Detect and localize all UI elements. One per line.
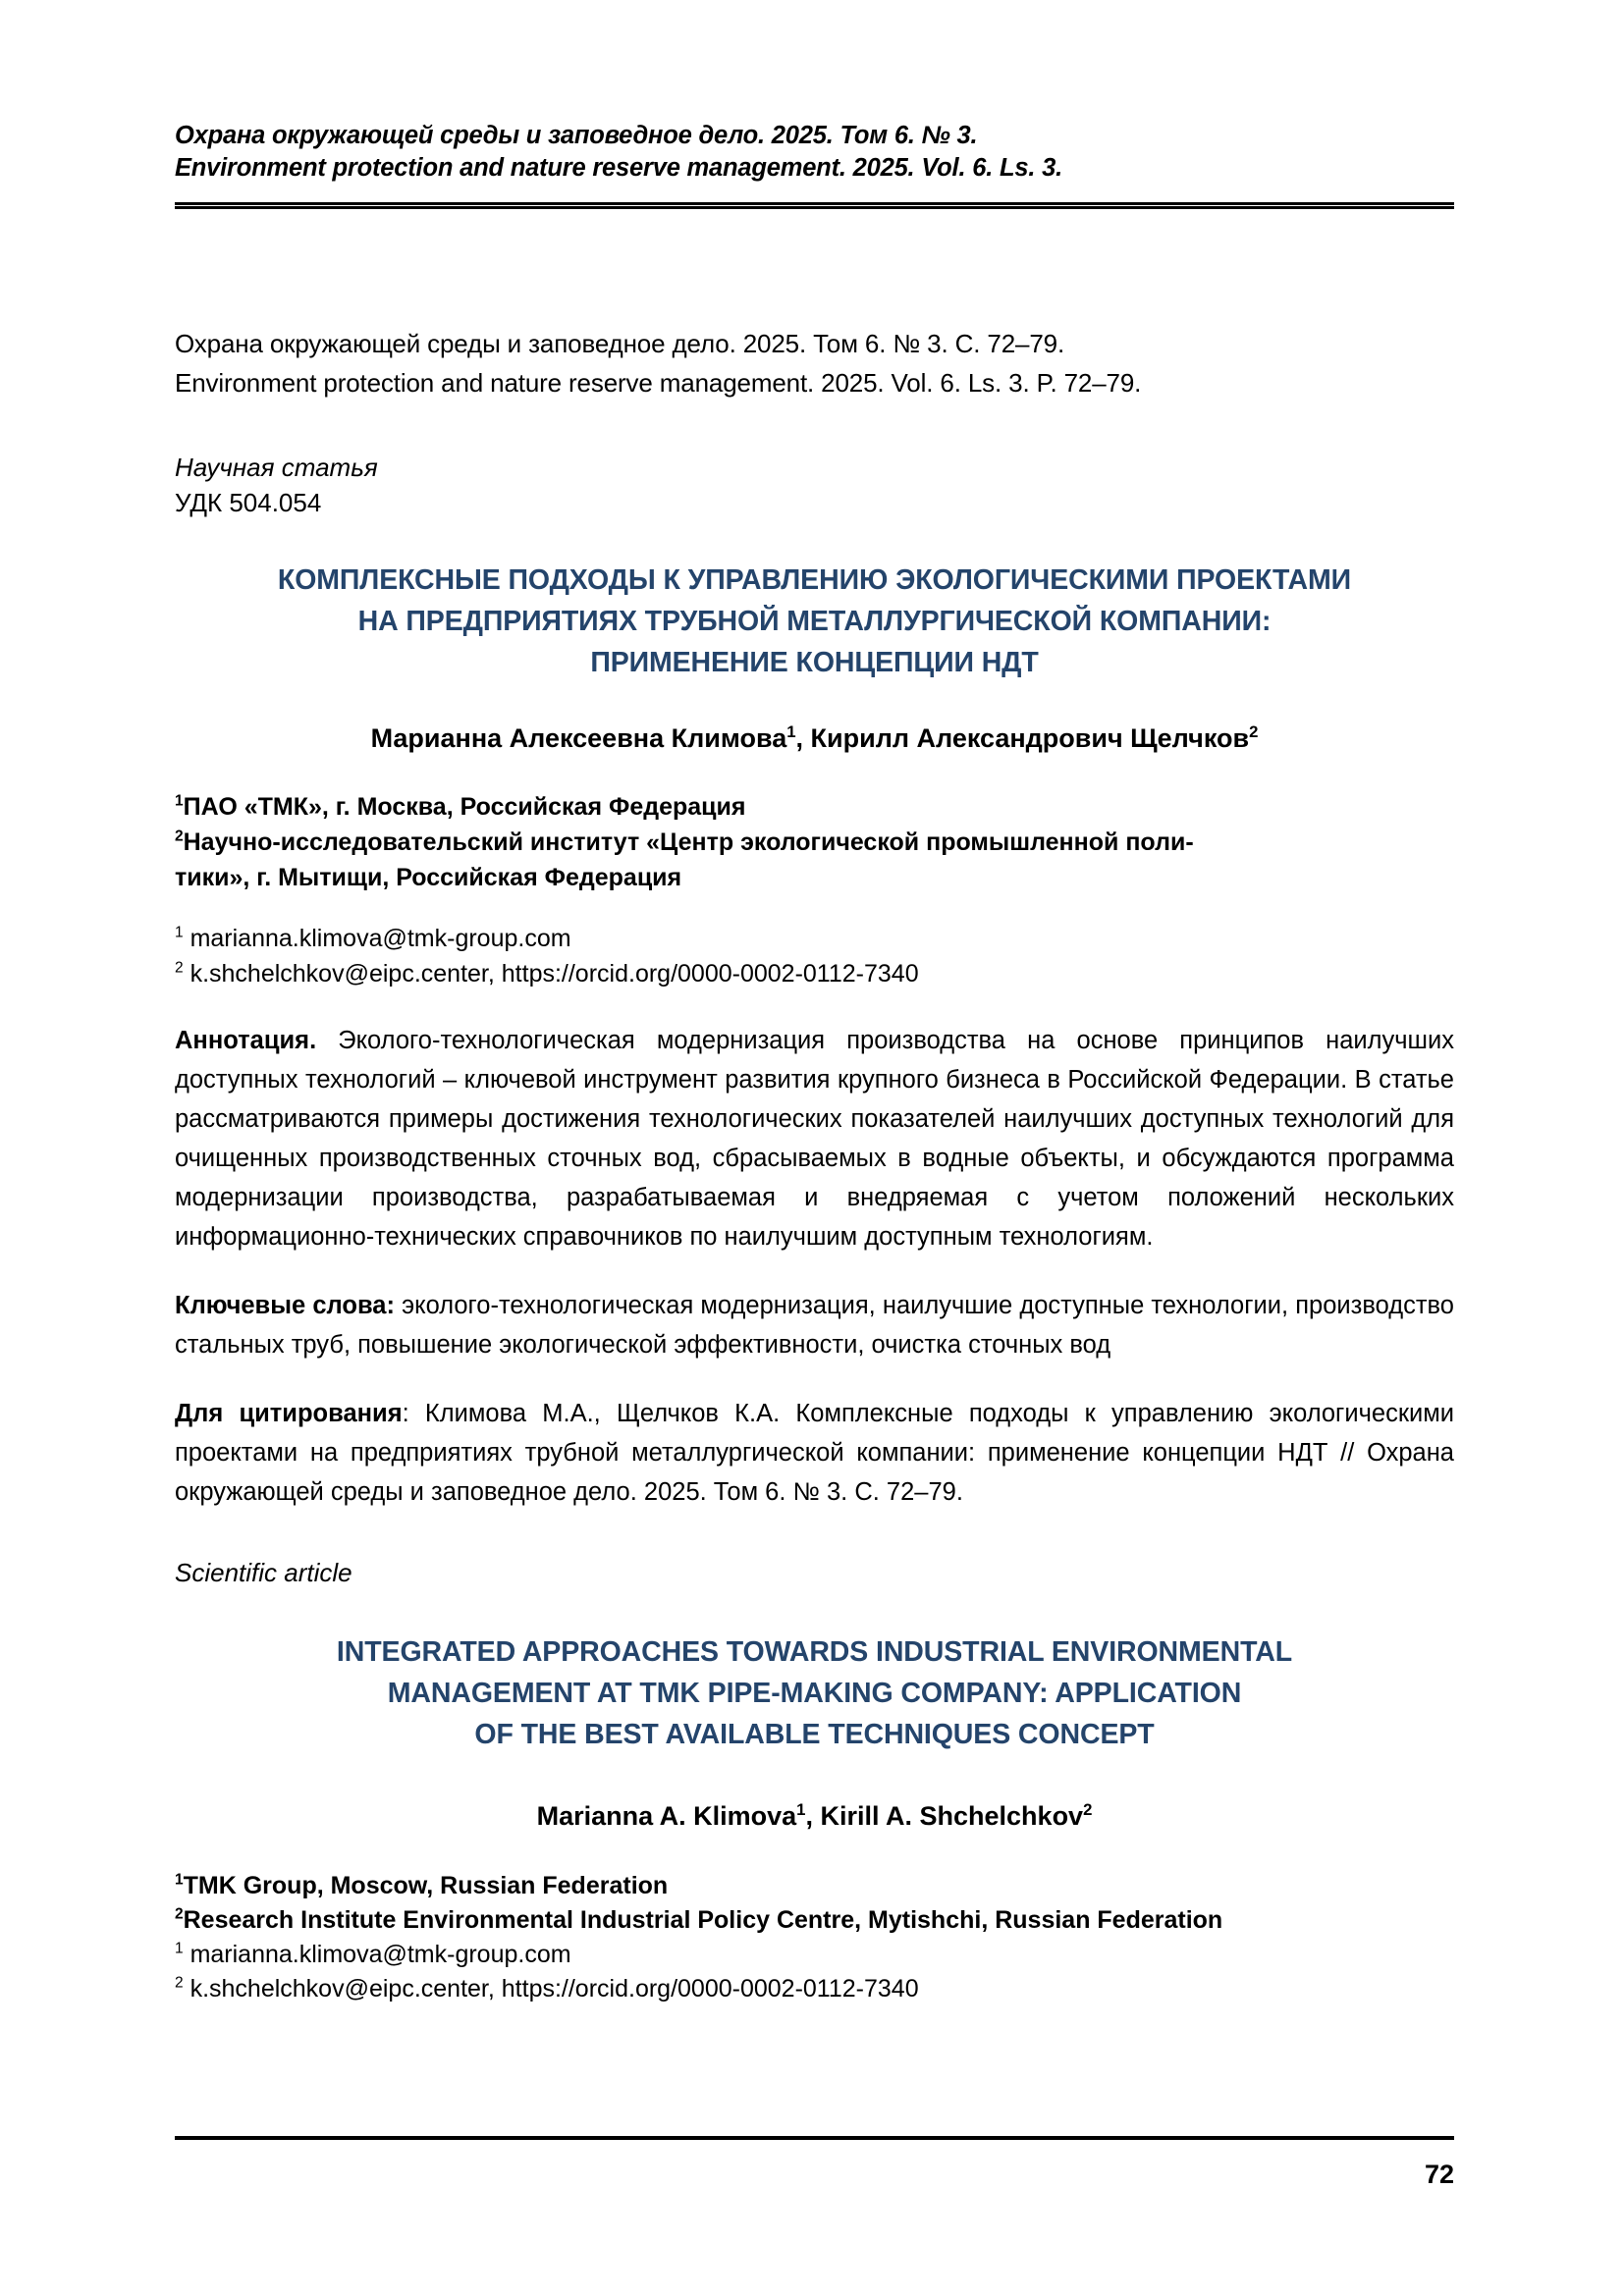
page-title-en-line1: INTEGRATED APPROACHES TOWARDS INDUSTRIAL ENVIRONMENTAL [336, 1636, 1293, 1668]
for-citation-ru [175, 1394, 1454, 1512]
author-1-name-en: Marianna A. Klimova [536, 1801, 797, 1831]
footer-divider-rule [175, 2136, 1454, 2140]
header-divider-rule [175, 202, 1454, 209]
affiliation-1-text-ru: ПАО «ТМК», г. Москва, Российская Федерация [183, 793, 746, 821]
author-2-name-ru: Кирилл Александрович Щелчков [810, 723, 1250, 753]
author-2-name-en: Kirill A. Shchelchkov [820, 1801, 1084, 1831]
page-title-ru-line1: КОМПЛЕКСНЫЕ ПОДХОДЫ К УПРАВЛЕНИЮ ЭКОЛОГИЧЕСКИМИ ПРОЕКТАМИ [277, 564, 1352, 596]
page-title-ru-line3: ПРИМЕНЕНИЕ КОНЦЕПЦИИ НДТ [590, 647, 1039, 678]
udc-code: УДК 504.054 [175, 488, 322, 517]
page-number: 72 [1424, 2160, 1454, 2189]
affiliations-en [175, 1869, 1454, 1938]
page-title-ru [175, 560, 1454, 683]
authors-separator-ru: , [795, 723, 811, 753]
document-type-label-ru: Научная статья [175, 453, 378, 482]
page-content [175, 324, 1454, 2006]
email-2-en[interactable] [175, 1972, 1454, 2006]
author-2-affiliation-mark-en: 2 [1083, 1800, 1093, 1819]
affiliation-2-mark-ru: 2 [175, 828, 184, 845]
affiliation-1-mark-ru: 1 [175, 792, 184, 810]
author-1-name-ru: Марианна Алексеевна Климова [370, 723, 787, 753]
keywords-label-ru: Ключевые слова: [175, 1292, 395, 1319]
email-2-text-en: k.shchelchkov@eipc.center, https://orcid.org/0000-0002-0112-7340 [183, 1975, 919, 2002]
running-head [175, 120, 1451, 185]
contact-emails-ru [175, 921, 1454, 991]
email-1-en[interactable] [175, 1938, 1454, 1972]
affiliation-2-text-en: Research Institute Environmental Industrial Policy Centre, Mytishchi, Russian Federation [183, 1906, 1223, 1934]
document-type-block-ru [175, 450, 1454, 520]
affiliation-2-text-cont-ru: тики», г. Мытищи, Российская Федерация [175, 864, 682, 891]
affiliation-1-ru [175, 789, 1454, 825]
page-title-ru-line2: НА ПРЕДПРИЯТИЯХ ТРУБНОЙ МЕТАЛЛУРГИЧЕСКОЙ КОМПАНИИ: [357, 606, 1272, 637]
running-head-line-en: Environment protection and nature reserve management. 2025. Vol. 6. Ls. 3. [175, 154, 1062, 182]
email-2-ru[interactable] [175, 956, 1454, 991]
affiliation-1-en [175, 1869, 1454, 1903]
abstract-ru [175, 1021, 1454, 1256]
email-1-mark-ru: 1 [175, 924, 184, 941]
email-1-ru[interactable] [175, 921, 1454, 956]
abstract-text-ru: Эколого-технологическая модернизация производства на основе принципов наилучших доступных технологий – ключевой инструмент развития крупного бизнеса в Российской Федерации. В статье рассматриваются примеры достижения технологических показателей наилучших доступных технологий для очищенных производственных сточных вод, сбрасываемых в водные объекты, и обсуждаются программа модернизации производства, разрабатываемая и внедряемая с учетом положений нескольких информационно-технических справочников по наилучшим доступным технологиям. [175, 1027, 1454, 1251]
email-1-text-en: marianna.klimova@tmk-group.com [183, 1941, 571, 1968]
email-2-mark-ru: 2 [175, 959, 184, 977]
for-citation-label-ru: Для цитирования [175, 1400, 403, 1427]
email-2-mark-en: 2 [175, 1974, 184, 1992]
authors-en [175, 1798, 1454, 1834]
affiliation-1-mark-en: 1 [175, 1871, 184, 1889]
citation-header [175, 324, 1454, 402]
author-2-affiliation-mark-ru: 2 [1249, 722, 1259, 741]
affiliation-1-text-en: TMK Group, Moscow, Russian Federation [183, 1872, 669, 1899]
keywords-ru [175, 1286, 1454, 1364]
contact-emails-en [175, 1938, 1454, 2006]
author-1-affiliation-mark-en: 1 [796, 1800, 806, 1819]
running-head-line-ru: Охрана окружающей среды и заповедное дело. 2025. Том 6. № 3. [175, 122, 978, 149]
email-1-text-ru: marianna.klimova@tmk-group.com [183, 925, 571, 952]
abstract-label-ru: Аннотация. [175, 1027, 317, 1054]
email-1-mark-en: 1 [175, 1940, 184, 1957]
affiliation-2-en [175, 1903, 1454, 1938]
citation-header-en: Environment protection and nature reserve management. 2025. Vol. 6. Ls. 3. P. 72–79. [175, 368, 1142, 398]
email-2-text-ru: k.shchelchkov@eipc.center, https://orcid.org/0000-0002-0112-7340 [183, 960, 919, 988]
for-citation-text-ru: : Климова М.А., Щелчков К.А. Комплексные подходы к управлению экологическими проектами на предприятиях трубной металлургической компании: применение концепции НДТ // Охрана окружающей среды и заповедное дело. 2025. Том 6. № 3. С. 72–79. [175, 1400, 1454, 1506]
page-title-en [175, 1631, 1454, 1755]
document-type-label-en: Scientific article [175, 1558, 352, 1587]
authors-ru [175, 721, 1454, 756]
authors-separator-en: , [805, 1801, 821, 1831]
keywords-text-ru: эколого-технологическая модернизация, наилучшие доступные технологии, производство стальных труб, повышение экологической эффективности, очистка сточных вод [175, 1292, 1454, 1359]
author-1-affiliation-mark-ru: 1 [786, 722, 796, 741]
page-title-en-line2: MANAGEMENT AT TMK PIPE-MAKING COMPANY: APPLICATION [387, 1678, 1242, 1709]
page-title-en-line3: OF THE BEST AVAILABLE TECHNIQUES CONCEPT [474, 1719, 1155, 1750]
affiliations-ru [175, 789, 1454, 895]
affiliation-2-text-ru: Научно-исследовательский институт «Центр экологической промышленной поли- [183, 828, 1194, 856]
citation-header-ru: Охрана окружающей среды и заповедное дело. 2025. Том 6. № 3. С. 72–79. [175, 329, 1065, 358]
affiliation-2-ru [175, 825, 1454, 860]
affiliation-2-mark-en: 2 [175, 1905, 184, 1923]
